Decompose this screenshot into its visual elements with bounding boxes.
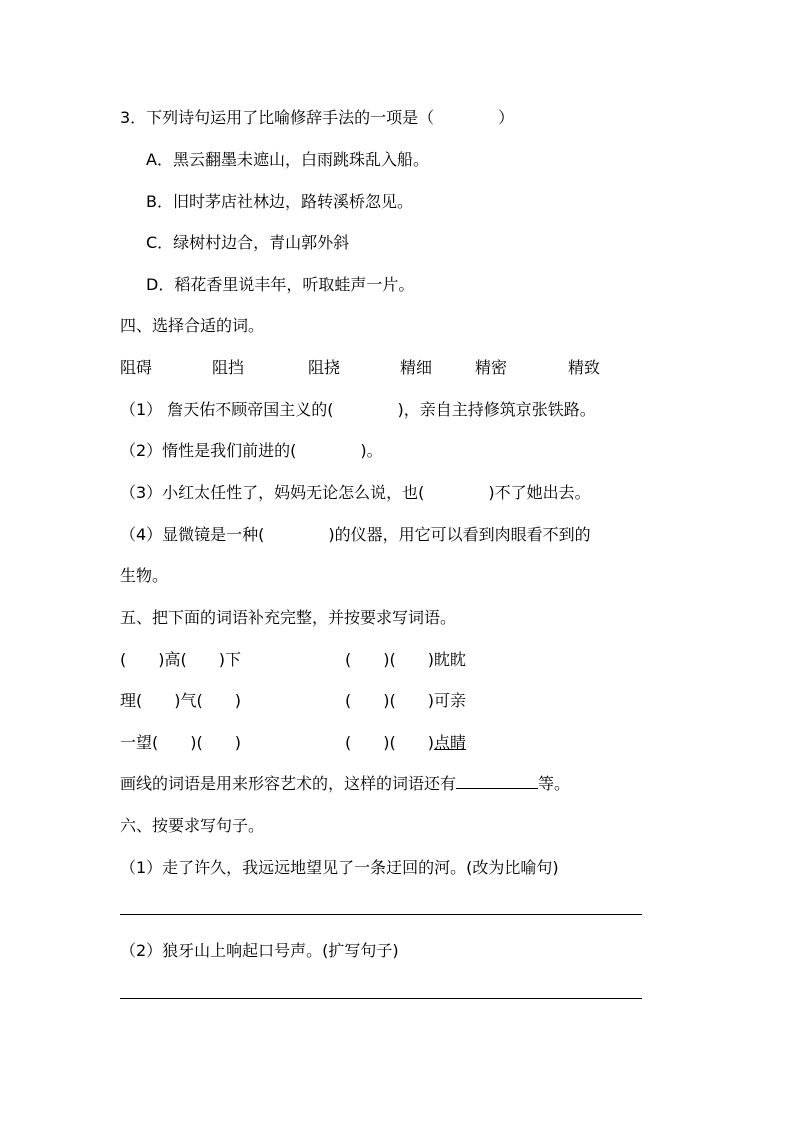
answer-line[interactable] bbox=[120, 914, 642, 915]
q3-stem: 3．下列诗句运用了比喻修辞手法的一项是（ ） bbox=[120, 108, 515, 127]
section6-item-1: （1）走了许久，我远远地望见了一条迂回的河。(改为比喻句) bbox=[120, 858, 559, 877]
answer-blank[interactable] bbox=[456, 774, 538, 789]
section5-note-prefix: 画线的词语是用来形容艺术的，这样的词语还有 bbox=[120, 774, 457, 793]
section6-item-2: （2）狼牙山上响起口号声。(扩写句子) bbox=[120, 941, 399, 960]
answer-line[interactable] bbox=[120, 998, 642, 999]
section4-title: 四、选择合适的词。 bbox=[120, 316, 265, 335]
section4-item-4: （4）显微镜是一种( )的仪器，用它可以看到肉眼看不到的 bbox=[120, 525, 591, 544]
q3-option-c[interactable]: C．绿树村边合，青山郭外斜 bbox=[146, 233, 350, 252]
word-option: 阻挠 bbox=[308, 358, 341, 377]
section4-item-2: （2）惰性是我们前进的( )。 bbox=[120, 441, 383, 460]
section4-item-4-cont: 生物。 bbox=[120, 566, 169, 585]
idiom-blank-left: 理( )气( ) bbox=[120, 691, 241, 710]
idiom-blank-right: ( )( )眈眈 bbox=[345, 650, 466, 669]
word-option: 精致 bbox=[568, 358, 601, 377]
section4-item-1: （1） 詹天佑不顾帝国主义的( )，亲自主持修筑京张铁路。 bbox=[120, 400, 596, 419]
q3-option-a[interactable]: A．黑云翻墨未遮山，白雨跳珠乱入船。 bbox=[146, 150, 429, 169]
underlined-word: 点睛 bbox=[433, 733, 466, 752]
q3-option-d[interactable]: D．稻花香里说丰年，听取蛙声一片。 bbox=[146, 275, 415, 294]
word-option: 精细 bbox=[400, 358, 433, 377]
idiom-blank-left: 一望( )( ) bbox=[120, 733, 241, 752]
q3-option-b[interactable]: B．旧时茅店社林边，路转溪桥忽见。 bbox=[146, 192, 413, 211]
idiom-blank-left: ( )高( )下 bbox=[120, 650, 241, 669]
word-option: 精密 bbox=[475, 358, 508, 377]
section5-note bbox=[120, 774, 570, 794]
idiom-blank-right: ( )( )可亲 bbox=[345, 691, 466, 710]
word-option: 阻碍 bbox=[120, 358, 153, 377]
idiom-blank-prefix: ( )( ) bbox=[345, 733, 434, 752]
section6-title: 六、按要求写句子。 bbox=[120, 816, 265, 835]
section4-item-3: （3）小红太任性了，妈妈无论怎么说，也( )不了她出去。 bbox=[120, 483, 591, 502]
section5-note-suffix: 等。 bbox=[538, 774, 571, 793]
section5-title: 五、把下面的词语补充完整，并按要求写词语。 bbox=[120, 608, 457, 627]
idiom-blank-right bbox=[345, 733, 466, 753]
word-option: 阻挡 bbox=[212, 358, 245, 377]
